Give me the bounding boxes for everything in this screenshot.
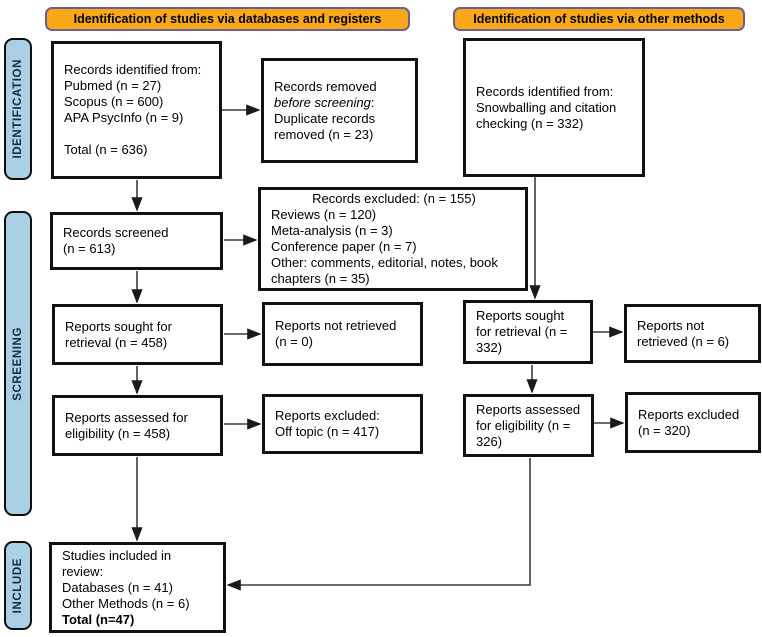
records-excluded-title: Records excluded: (n = 155) bbox=[312, 191, 476, 206]
reports-not-retrieved-other-text: Reports not retrieved (n = 6) bbox=[637, 317, 730, 349]
arrow-otherassessed-to-included bbox=[228, 458, 530, 585]
box-studies-included bbox=[49, 542, 226, 633]
box-records-identified-databases bbox=[51, 41, 222, 179]
box-reports-assessed-databases bbox=[52, 395, 223, 456]
records-removed-colon: : bbox=[370, 94, 375, 110]
box-records-removed bbox=[261, 58, 418, 163]
records-removed-line3: Duplicate records bbox=[274, 110, 376, 126]
header-other-methods-label: Identification of studies via other methods bbox=[473, 12, 725, 26]
box-reports-assessed-other bbox=[463, 394, 594, 457]
phase-include bbox=[4, 541, 32, 630]
box-records-identified-other bbox=[463, 38, 645, 177]
records-removed-text bbox=[264, 76, 415, 146]
studies-included-total: Total (n=47) bbox=[62, 611, 135, 627]
phase-screening-label: SCREENING bbox=[12, 326, 24, 401]
reports-assessed-other-text: Reports assessed for eligibility (n = 326) bbox=[476, 401, 581, 449]
records-identified-other-text: Records identified from: Snowballing and citation checking (n = 332) bbox=[476, 83, 617, 131]
records-identified-databases-text: Records identified from: Pubmed (n = 27) Scopus (n = 600) APA PsycInfo (n = 9) Total (n = 636) bbox=[64, 62, 202, 157]
box-reports-not-retrieved-other bbox=[624, 304, 761, 363]
reports-excluded-other-text: Reports excluded (n = 320) bbox=[638, 406, 740, 438]
studies-included-text bbox=[52, 545, 223, 631]
box-reports-not-retrieved-databases bbox=[262, 302, 423, 366]
reports-assessed-databases-text: Reports assessed for eligibility (n = 458) bbox=[65, 409, 188, 441]
phase-screening bbox=[4, 211, 32, 516]
records-removed-line1: Records removed bbox=[274, 78, 377, 94]
reports-not-retrieved-databases-text: Reports not retrieved (n = 0) bbox=[275, 318, 397, 349]
records-excluded-text bbox=[261, 188, 525, 290]
phase-identification-label: IDENTIFICATION bbox=[12, 59, 24, 159]
header-databases-label: Identification of studies via databases and registers bbox=[73, 12, 382, 26]
header-other-methods bbox=[453, 7, 745, 31]
phase-include-label: INCLUDE bbox=[12, 557, 24, 614]
box-reports-excluded-other bbox=[625, 392, 761, 453]
box-reports-excluded-databases bbox=[262, 394, 423, 454]
records-removed-line2 bbox=[274, 95, 407, 111]
box-records-excluded bbox=[258, 187, 528, 291]
box-reports-sought-other bbox=[463, 300, 593, 364]
phase-identification bbox=[4, 38, 32, 180]
box-records-screened bbox=[50, 212, 223, 270]
box-reports-sought-databases bbox=[52, 304, 223, 365]
records-excluded-lines: Reviews (n = 120) Meta-analysis (n = 3) Conference paper (n = 7) Other: comments, editorial, notes, book chapters (n = 35) bbox=[271, 207, 498, 286]
records-removed-line4: removed (n = 23) bbox=[274, 126, 374, 142]
reports-sought-other-text: Reports sought for retrieval (n = 332) bbox=[476, 308, 568, 355]
reports-sought-databases-text: Reports sought for retrieval (n = 458) bbox=[65, 318, 172, 350]
studies-included-lines: Studies included in review: Databases (n = 41) Other Methods (n = 6) bbox=[62, 547, 190, 611]
reports-excluded-databases-text: Reports excluded: Off topic (n = 417) bbox=[275, 408, 380, 439]
header-databases-registers bbox=[45, 7, 410, 31]
records-screened-text: Records screened (n = 613) bbox=[63, 225, 169, 256]
records-removed-italic: before screening bbox=[274, 94, 371, 110]
